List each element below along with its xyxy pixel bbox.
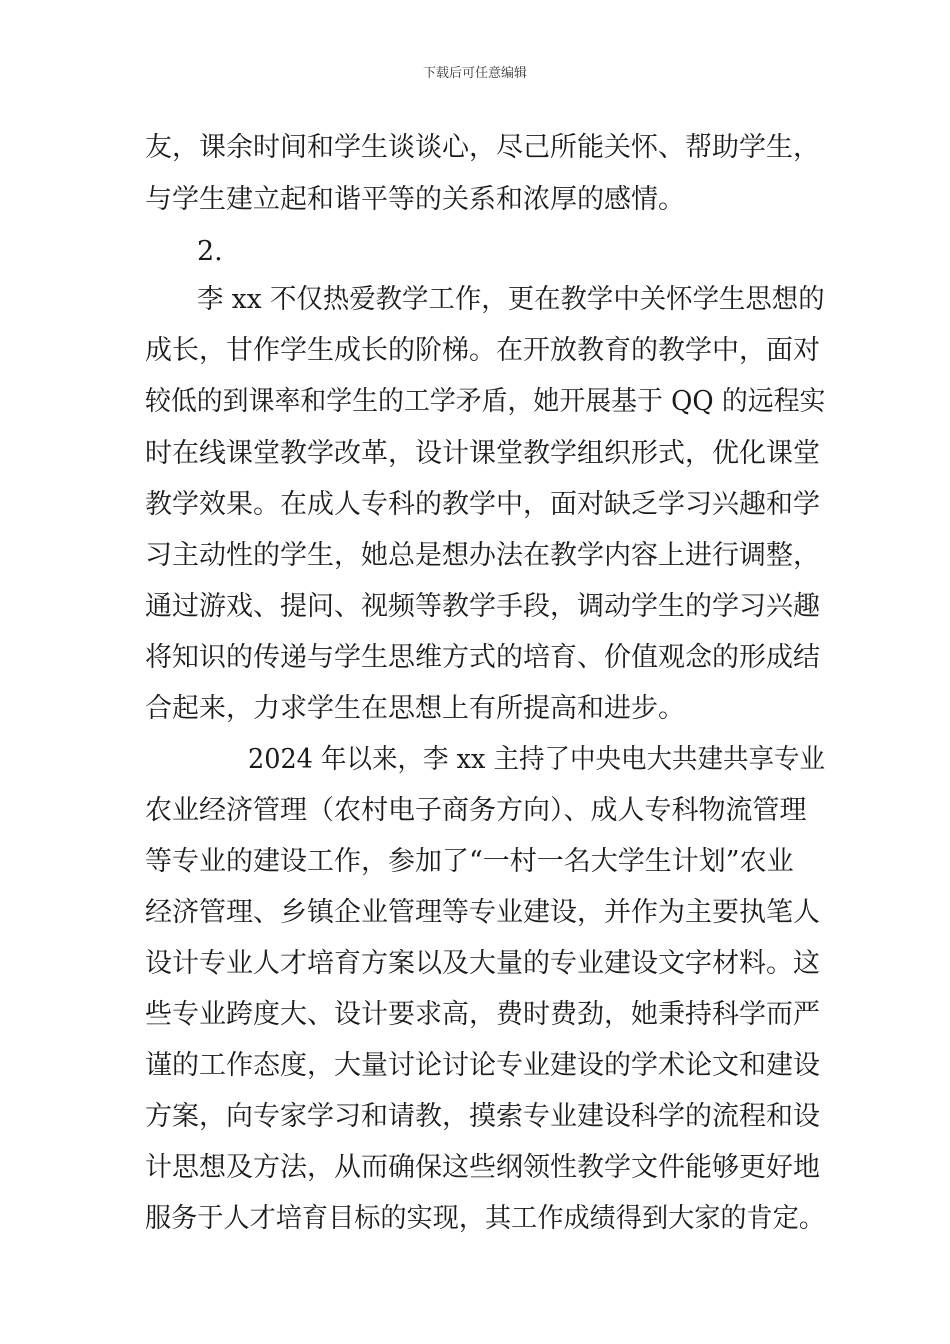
text-line: 经济管理、乡镇企业管理等专业建设，并作为主要执笔人	[145, 897, 820, 928]
text-line: 习主动性的学生，她总是想办法在教学内容上进行调整，	[145, 540, 820, 571]
text-line: 合起来，力求学生在思想上有所提高和进步。	[145, 693, 685, 724]
text-line: 谨的工作态度，大量讨论讨论专业建设的学术论文和建设	[145, 1050, 820, 1081]
text-line: 时在线课堂教学改革，设计课堂教学组织形式，优化课堂	[145, 438, 820, 469]
text-line: 服务于人才培育目标的实现，其工作成绩得到大家的肯定。	[145, 1203, 826, 1234]
text-line: 农业经济管理（农村电子商务方向）、成人专科物流管理	[145, 795, 807, 826]
text-line: 通过游戏、提问、视频等教学手段，调动学生的学习兴趣	[145, 591, 820, 622]
text-line: 李 xx 不仅热爱教学工作，更在教学中关怀学生思想的	[197, 284, 825, 315]
text-line: 成长，甘作学生成长的阶梯。在开放教育的教学中，面对	[145, 335, 820, 366]
text-line: 方案，向专家学习和请教，摸索专业建设科学的流程和设	[145, 1101, 820, 1132]
text-line: 等专业的建设工作，参加了“一村一名大学生计划”农业	[145, 846, 794, 877]
text-line: 将知识的传递与学生思维方式的培育、价值观念的形成结	[145, 642, 820, 673]
text-line: 友，课余时间和学生谈谈心，尽己所能关怀、帮助学生，	[145, 132, 820, 163]
text-line: 与学生建立起和谐平等的关系和浓厚的感情。	[145, 184, 685, 215]
text-line: 计思想及方法，从而确保这些纲领性教学文件能够更好地	[145, 1152, 820, 1183]
page-header: 下载后可任意编辑	[422, 66, 527, 81]
text-line: 设计专业人才培育方案以及大量的专业建设文字材料。这	[145, 948, 820, 979]
section-number: 2.	[197, 236, 223, 267]
text-line: 较低的到课率和学生的工学矛盾，她开展基于 QQ 的远程实	[145, 386, 826, 417]
text-line: 2024 年以来，李 xx 主持了中央电大共建共享专业	[248, 744, 825, 775]
text-line: 教学效果。在成人专科的教学中，面对缺乏学习兴趣和学	[145, 489, 820, 520]
text-line: 些专业跨度大、设计要求高，费时费劲，她秉持科学而严	[145, 999, 820, 1030]
